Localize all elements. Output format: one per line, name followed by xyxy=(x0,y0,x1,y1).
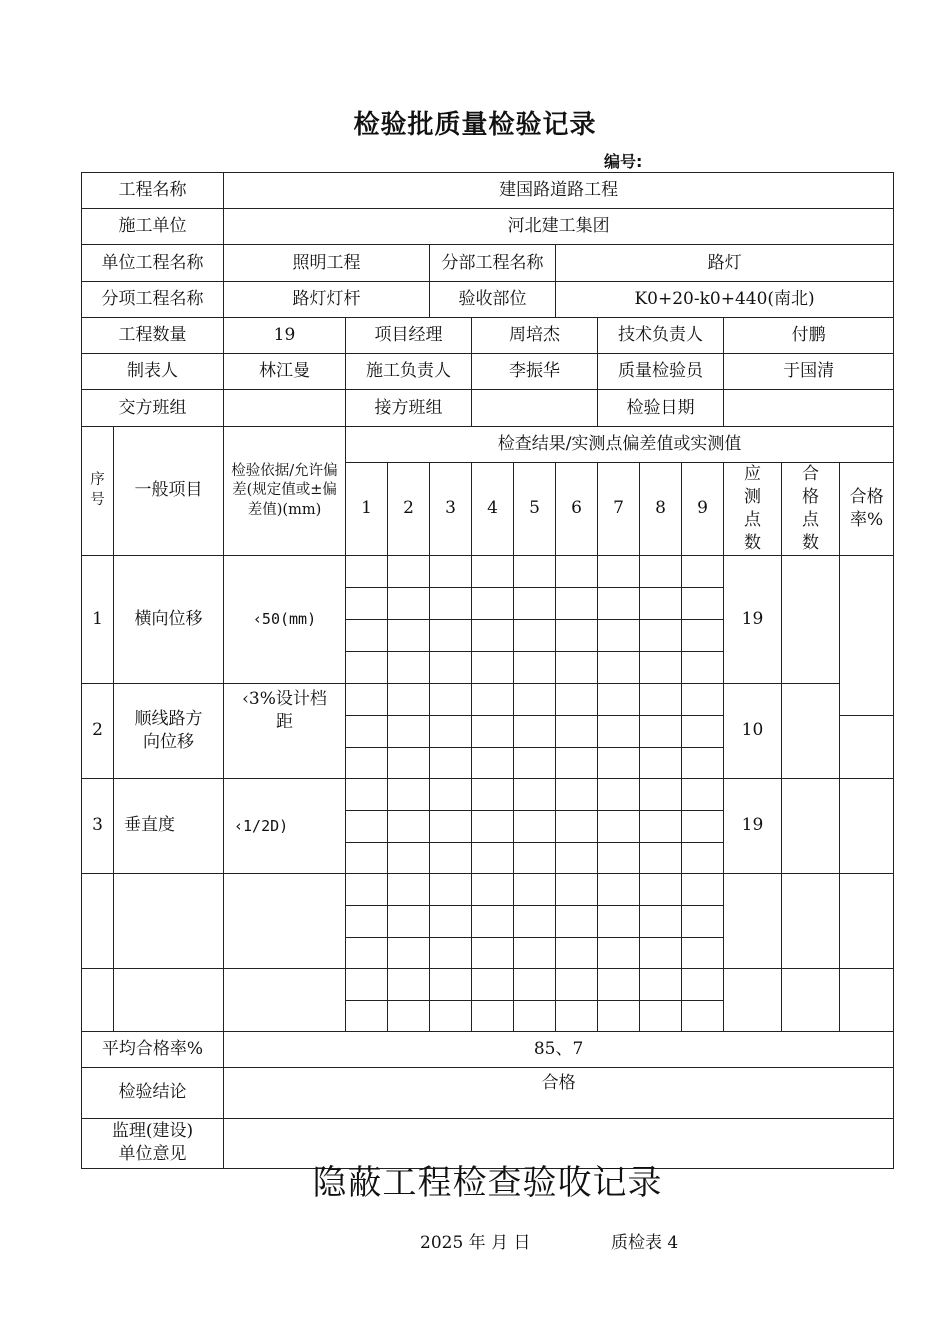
tabulator-label: 制表人 xyxy=(82,354,224,390)
contractor-label: 施工单位 xyxy=(82,209,224,245)
avg-pass-rate-value: 85、7 xyxy=(224,1031,894,1067)
point-col-3: 3 xyxy=(430,463,472,556)
row-column-header-1 xyxy=(82,427,894,463)
results-header: 检查结果/实测点偏差值或实测值 xyxy=(346,427,894,463)
seq-header: 序号 xyxy=(82,427,114,556)
row-unit-project xyxy=(82,245,894,282)
item-3-pass-rate xyxy=(840,778,894,873)
quantity-value: 19 xyxy=(224,318,346,354)
point-col-1: 1 xyxy=(346,463,388,556)
points-passed-header: 合格点数 xyxy=(782,463,840,556)
row-quantity xyxy=(82,318,894,354)
item-3-points-passed xyxy=(782,778,840,873)
row-teams xyxy=(82,390,894,427)
item-1-name: 横向位移 xyxy=(114,555,224,683)
item-2-points-required: 10 xyxy=(724,683,782,778)
item-2-points-passed xyxy=(782,683,840,778)
unit-project-label: 单位工程名称 xyxy=(82,245,224,282)
row-contractor xyxy=(82,209,894,245)
tech-lead-value: 付鹏 xyxy=(724,318,894,354)
handover-team-label: 交方班组 xyxy=(82,390,224,427)
basis-header: 检验依据/允许偏差(规定值或±偏差值)(mm) xyxy=(224,427,346,556)
handover-team-value xyxy=(224,390,346,427)
contractor-value: 河北建工集团 xyxy=(224,209,894,245)
project-manager-value: 周培杰 xyxy=(472,318,598,354)
row-tabulator xyxy=(82,354,894,390)
point-col-7: 7 xyxy=(598,463,640,556)
row-project-name xyxy=(82,173,894,209)
row-conclusion xyxy=(82,1067,894,1118)
row-avg-pass-rate xyxy=(82,1031,894,1067)
point-col-6: 6 xyxy=(556,463,598,556)
table-row xyxy=(82,555,894,587)
inspection-table xyxy=(81,172,894,1169)
point-col-8: 8 xyxy=(640,463,682,556)
point-col-4: 4 xyxy=(472,463,514,556)
project-name-label: 工程名称 xyxy=(82,173,224,209)
table-row xyxy=(82,683,894,715)
inspection-date-label: 检验日期 xyxy=(598,390,724,427)
acceptance-part-value: K0+20-k0+440(南北) xyxy=(556,282,894,318)
points-required-header: 应测点数 xyxy=(724,463,782,556)
table-row xyxy=(82,968,894,1000)
item-project-label: 分项工程名称 xyxy=(82,282,224,318)
code-label: 编号: xyxy=(604,152,643,171)
conclusion-label: 检验结论 xyxy=(82,1067,224,1118)
item-3-seq: 3 xyxy=(82,778,114,873)
item-3-basis: ‹1/2D) xyxy=(224,778,346,873)
footer-form-no: 质检表 4 xyxy=(611,1233,679,1253)
page-title: 检验批质量检验记录 xyxy=(353,110,597,140)
receiving-team-label: 接方班组 xyxy=(346,390,472,427)
item-1-points-passed xyxy=(782,555,840,683)
item-1-points-required: 19 xyxy=(724,555,782,683)
general-item-header: 一般项目 xyxy=(114,427,224,556)
receiving-team-value xyxy=(472,390,598,427)
item-2-name: 顺线路方向位移 xyxy=(114,683,224,778)
item-1-pass-rate xyxy=(840,555,894,715)
item-3-points-required: 19 xyxy=(724,778,782,873)
tech-lead-label: 技术负责人 xyxy=(598,318,724,354)
table-row xyxy=(82,778,894,810)
quality-inspector-label: 质量检验员 xyxy=(598,354,724,390)
supervisor-opinion-label: 监理(建设)单位意见 xyxy=(82,1118,224,1168)
point-col-5: 5 xyxy=(514,463,556,556)
sub-project-value: 路灯 xyxy=(556,245,894,282)
project-manager-label: 项目经理 xyxy=(346,318,472,354)
item-1-seq: 1 xyxy=(82,555,114,683)
construction-lead-label: 施工负责人 xyxy=(346,354,472,390)
item-project-value: 路灯灯杆 xyxy=(224,282,430,318)
quantity-label: 工程数量 xyxy=(82,318,224,354)
item-2-seq: 2 xyxy=(82,683,114,778)
second-title: 隐蔽工程检查验收记录 xyxy=(312,1163,663,1203)
conclusion-value: 合格 xyxy=(224,1067,894,1118)
construction-lead-value: 李振华 xyxy=(472,354,598,390)
unit-project-value: 照明工程 xyxy=(224,245,430,282)
pass-rate-header: 合格率% xyxy=(840,463,894,556)
item-1-basis: ‹50(mm) xyxy=(224,555,346,683)
inspection-date-value xyxy=(724,390,894,427)
project-name-value: 建国路道路工程 xyxy=(224,173,894,209)
item-3-name: 垂直度 xyxy=(114,778,224,873)
sub-project-label: 分部工程名称 xyxy=(430,245,556,282)
point-col-9: 9 xyxy=(682,463,724,556)
item-2-pass-rate xyxy=(840,715,894,778)
acceptance-part-label: 验收部位 xyxy=(430,282,556,318)
item-2-basis: ‹3%设计档距 xyxy=(224,683,346,778)
quality-inspector-value: 于国清 xyxy=(724,354,894,390)
point-col-2: 2 xyxy=(388,463,430,556)
avg-pass-rate-label: 平均合格率% xyxy=(82,1031,224,1067)
table-row xyxy=(82,873,894,905)
row-item-project xyxy=(82,282,894,318)
footer-date: 2025 年 月 日 xyxy=(420,1233,531,1253)
tabulator-value: 林江曼 xyxy=(224,354,346,390)
